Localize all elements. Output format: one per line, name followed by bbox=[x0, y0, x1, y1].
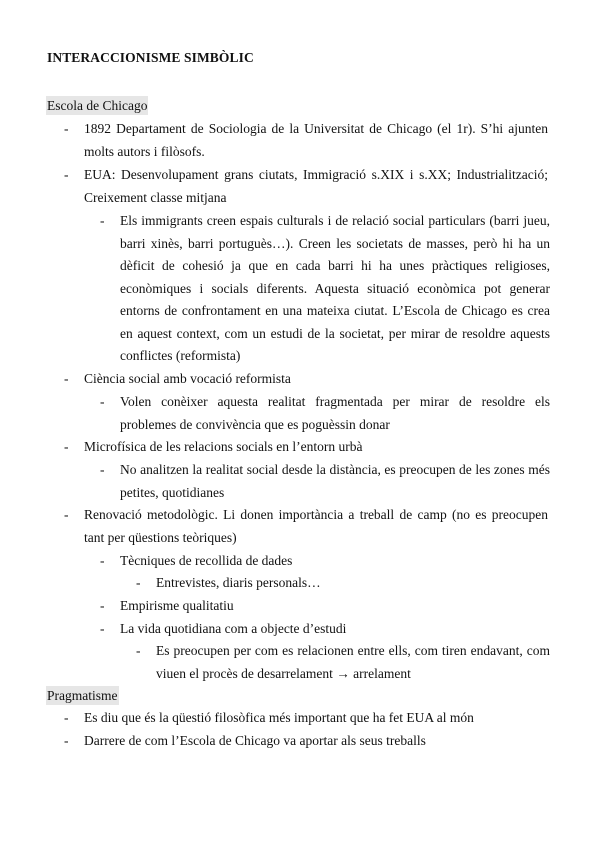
list-item-text: Microfísica de les relacions socials en l’entorn urbà bbox=[84, 439, 363, 454]
list-item-text: Renovació metodològic. Li donen importància a treball de camp (no es preocupen tant per qüestions teòriques) bbox=[84, 507, 548, 545]
bullet-dash: - bbox=[64, 710, 69, 725]
bullet-dash: - bbox=[136, 643, 141, 658]
list-item-text: Volen conèixer aquesta realitat fragmentada per mirar de resoldre els problemes de convivència que es poguèssin donar bbox=[120, 394, 550, 432]
list-item bbox=[64, 368, 548, 391]
bullet-dash: - bbox=[100, 621, 105, 636]
section-heading-pragmatisme: Pragmatisme bbox=[47, 688, 118, 703]
list-item bbox=[64, 730, 548, 753]
list-item-text: Es preocupen per com es relacionen entre ells, com tiren endavant, com viuen el procès de desarrelament → arrelament bbox=[156, 643, 550, 681]
bullet-dash: - bbox=[100, 462, 105, 477]
list-item bbox=[100, 550, 550, 573]
list-item bbox=[100, 391, 550, 436]
list-item bbox=[100, 210, 550, 368]
bullet-dash: - bbox=[100, 598, 105, 613]
bullet-dash: - bbox=[64, 121, 69, 136]
bullet-dash: - bbox=[100, 213, 105, 228]
list-item bbox=[64, 707, 548, 730]
list-item bbox=[64, 436, 548, 459]
bullet-dash: - bbox=[64, 371, 69, 386]
bullet-dash: - bbox=[64, 167, 69, 182]
list-item bbox=[64, 504, 548, 549]
list-item-text: Empirisme qualitatiu bbox=[120, 598, 234, 613]
bullet-dash: - bbox=[64, 439, 69, 454]
list-item-text: Tècniques de recollida de dades bbox=[120, 553, 293, 568]
list-item-text: 1892 Departament de Sociologia de la Universitat de Chicago (el 1r). S’hi ajunten molts autors i filòsofs. bbox=[84, 121, 548, 159]
list-item-text: Entrevistes, diaris personals… bbox=[156, 575, 321, 590]
bullet-dash: - bbox=[100, 553, 105, 568]
list-item bbox=[64, 164, 548, 209]
section-heading-chicago: Escola de Chicago bbox=[47, 98, 148, 113]
list-item bbox=[64, 118, 548, 163]
bullet-dash: - bbox=[100, 394, 105, 409]
list-item-text: La vida quotidiana com a objecte d’estudi bbox=[120, 621, 347, 636]
list-item bbox=[100, 459, 550, 504]
bullet-dash: - bbox=[64, 733, 69, 748]
list-item-text: EUA: Desenvolupament grans ciutats, Immigració s.XIX i s.XX; Industrialització; Creixement classe mitjana bbox=[84, 167, 548, 205]
list-item bbox=[100, 595, 550, 618]
bullet-dash: - bbox=[136, 575, 141, 590]
list-item bbox=[100, 618, 550, 641]
list-item bbox=[136, 640, 550, 685]
list-item-text: Darrere de com l’Escola de Chicago va aportar als seus treballs bbox=[84, 733, 426, 748]
list-item-text: Es diu que és la qüestió filosòfica més important que ha fet EUA al món bbox=[84, 710, 474, 725]
list-item-text: No analitzen la realitat social desde la distància, es preocupen de les zones més petites, quotidianes bbox=[120, 462, 550, 500]
bullet-dash: - bbox=[64, 507, 69, 522]
list-item-text: Els immigrants creen espais culturals i de relació social particulars (barri jueu, barri xinès, barri portuguès…). Creen les societats de masses, però hi ha un dèficit de cohesió ja que en cada barri hi ha unes pràctiques religioses, econòmiques i socials diferents. Aquesta situació econòmica pot generar entorns de confrontament en una mateixa ciutat. L’Escola de Chicago es crea en aquest context, com un estudi de la societat, per mirar de resoldre aquests conflictes (reformista) bbox=[120, 213, 550, 363]
page-title: INTERACCIONISME SIMBÒLIC bbox=[47, 50, 254, 65]
list-item-text: Ciència social amb vocació reformista bbox=[84, 371, 291, 386]
list-item bbox=[136, 572, 550, 595]
